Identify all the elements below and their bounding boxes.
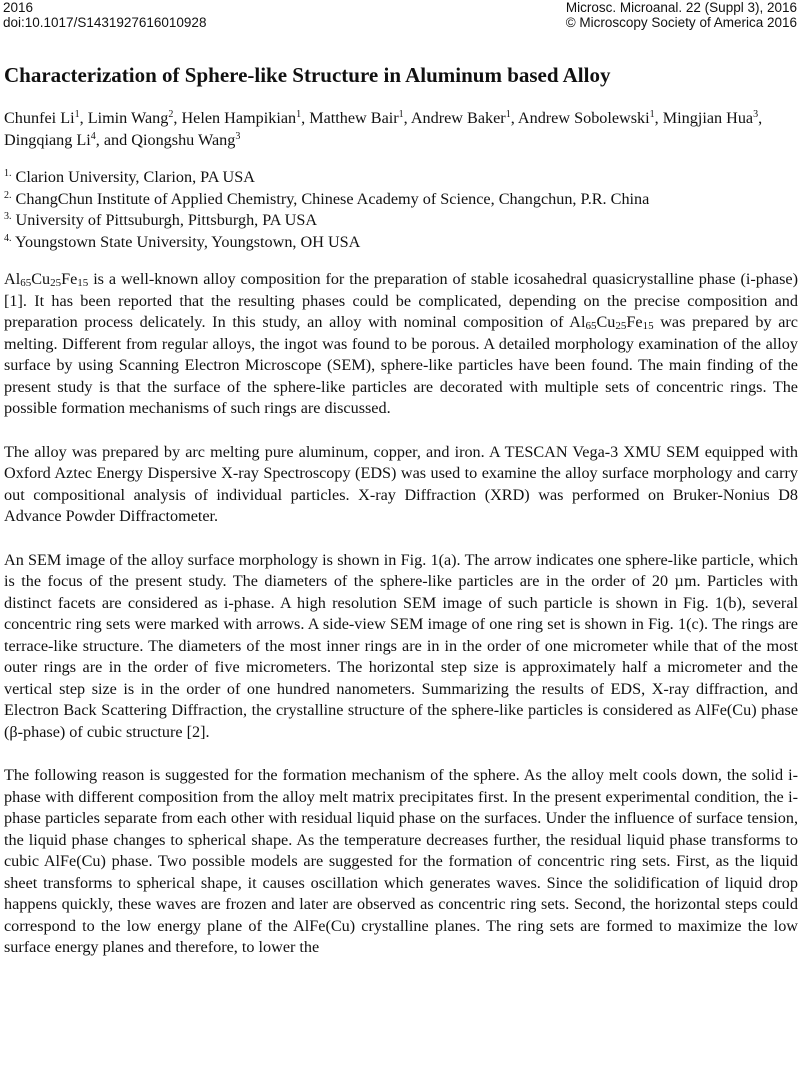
affiliation-number: 2.: [4, 189, 12, 201]
author-affiliation-mark: 1: [505, 109, 511, 120]
affiliation: $^{4.}$ Youngstown State University, Youngstown, OH USA: [4, 232, 361, 251]
affiliation: $^{1.}$ Clarion University, Clarion, PA USA: [4, 168, 255, 186]
author-affiliation-mark: 3: [753, 109, 759, 120]
author-affiliation-mark: 2: [168, 109, 174, 120]
author-name: Qiongshu Wang: [131, 130, 236, 149]
author-name: Chunfei Li: [4, 109, 75, 127]
header-copyright: © Microscopy Society of America 2016: [565, 15, 797, 30]
author-name: Andrew Sobolewski: [517, 109, 650, 127]
affiliation-number: 3.: [4, 211, 12, 222]
results-paragraph: An SEM image of the alloy surface morphology is shown in Fig. 1(a). The arrow indicates one sphere-like particle, which is the focus of the present study. The diameters of the sphere-like particles are in the order of 20 µm. Particles with distinct facets are considered as i-phase. A high resolution SEM image of such particle is shown in Fig. 1(b), several concentric ring sets were marked with arrows. A side-view SEM image of one ring set is shown in Fig. 1(c). The rings are terrace-like structure. The diameters of the most inner rings are in in the order of one micrometer while that of the most outer rings are in the order of five micrometers. The horizontal step size is approximately half a micrometer and the vertical step size is in the order of one hundred nanometers. Summarizing the results of EDS, X-ray diffraction, and Electron Back Scattering Diffraction, the crystalline structure of the sphere-like particles is considered as AlFe(Cu) phase (β-phase) of cubic structure [2].: [4, 550, 798, 741]
header-doi: doi:10.1017/S1431927616010928: [3, 15, 207, 30]
paper-title: Characterization of Sphere-like Structure in Aluminum based Alloy: [4, 63, 611, 87]
author-list: Chunfei Li$^1$, Limin Wang$^2$, Helen Hampikian$^1$, Matthew Bair$^1$, Andrew Baker$^1$, Andrew Sobolewski$^1$, Mingjian Hua$^3$, Dingqiang Li$^4$, and Qiongshu Wang$^3$: [4, 109, 763, 149]
author-name: Dingqiang Li: [4, 130, 91, 149]
author-name: Helen Hampikian: [181, 109, 297, 127]
author-affiliation-mark: 1: [74, 109, 80, 120]
affiliation: $^{3.}$ University of Pittsuburgh, Pittsburgh, PA USA: [4, 211, 318, 229]
author-affiliation-mark: 4: [90, 130, 96, 142]
abstract-paragraph: $Al_{65}Cu_{25}Fe_{15}$ is a well-known alloy composition for the preparation of stable icosahedral quasicrystalline phase (i-phase) [1]. It has been reported that the resulting phases could be complicated, depending on the precise composition and preparation process delicately. In this study, an alloy with nominal composition of $Al_{65}Cu_{25}Fe_{15}$ was prepared by arc melting. Different from regular alloys, the ingot was found to be porous. A detailed morphology examination of the alloy surface by using Scanning Electron Microscope (SEM), sphere-like particles have been found. The main finding of the present study is that the surface of the sphere-like particles are decorated with multiple sets of concentric rings. The possible formation mechanisms of such rings are discussed.: [4, 270, 798, 417]
author-affiliation-mark: 1: [296, 109, 302, 120]
author-name: Matthew Bair: [309, 109, 399, 127]
discussion-paragraph: The following reason is suggested for the formation mechanism of the sphere. As the alloy melt cools down, the solid i-phase with different composition from the alloy melt matrix precipitates first. In the present experimental condition, the i-phase particles separate from each other with residual liquid phase on the surfaces. Under the influence of surface tension, the liquid phase changes to spherical shape. As the temperature decreases further, the residual liquid phase transforms to cubic AlFe(Cu) phase. Two possible models are suggested for the formation of concentric ring sets. First, as the liquid sheet transforms to spherical shape, it causes oscillation which generates waves. Since the solidification of liquid drop happens quickly, these waves are frozen and later are observed as concentric ring sets. Second, the horizontal steps could correspond to the low energy plane of the AlFe(Cu) crystalline planes. The ring sets are formed to maximize the low surface energy planes and therefore, to lower the: [4, 766, 798, 956]
author-affiliation-mark: 3: [235, 130, 241, 142]
article-body: [4, 62, 798, 981]
author-name: Limin Wang: [87, 109, 169, 127]
affiliation-number: 4.: [4, 232, 12, 244]
author-affiliation-mark: 1: [649, 109, 655, 120]
header-year: 2016: [3, 0, 34, 15]
page-header: [3, 0, 797, 30]
author-name: Mingjian Hua: [662, 109, 754, 127]
author-affiliation-mark: 1: [398, 109, 404, 120]
affiliation-list: [4, 167, 798, 253]
header-journal: Microsc. Microanal. 22 (Suppl 3), 2016: [565, 0, 797, 15]
methods-paragraph: The alloy was prepared by arc melting pure aluminum, copper, and iron. A TESCAN Vega-3 XMU SEM equipped with Oxford Aztec Energy Dispersive X-ray Spectroscopy (EDS) was used to examine the alloy surface morphology and carry out compositional analysis of individual particles. X-ray Diffraction (XRD) was performed on Bruker-Nonius D8 Advance Powder Diffractometer.: [4, 442, 798, 525]
affiliation-number: 1.: [4, 168, 12, 179]
author-name: Andrew Baker: [410, 109, 506, 127]
affiliation: $^{2.}$ ChangChun Institute of Applied Chemistry, Chinese Academy of Science, Changchun, P.R. China: [4, 189, 650, 208]
